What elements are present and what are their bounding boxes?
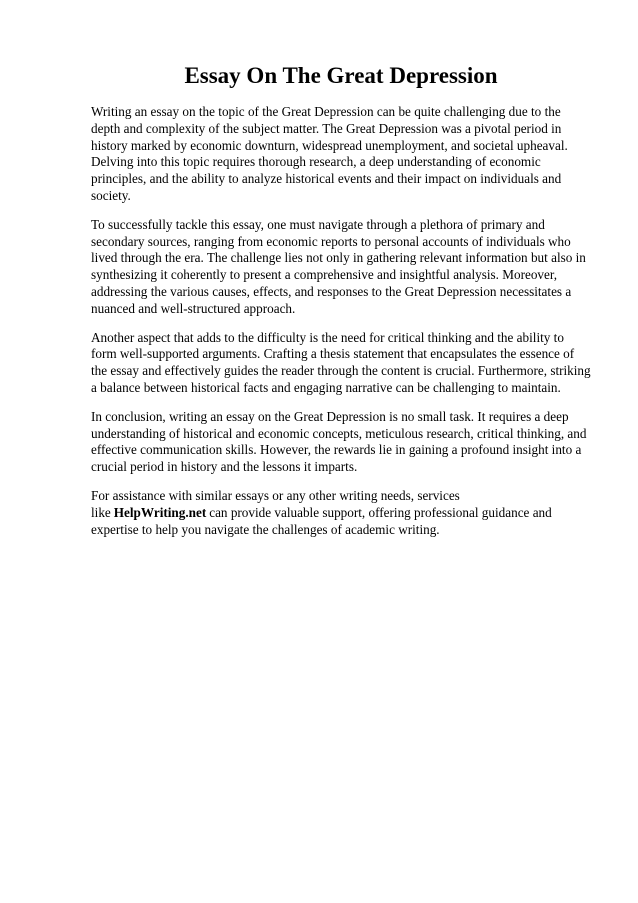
paragraph-sources: To successfully tackle this essay, one must navigate through a plethora of primary and secondary sources, ranging from economic reports to personal accounts of individuals who lived through the era. The challenge lies not only in gathering relevant information but also in synthesizing it coherently to present a comprehensive and insightful analysis. Moreover, addressing the various causes, effects, and responses to the Great Depression necessitates a nuanced and well-structured approach. — [91, 216, 586, 316]
essay-title: Essay On The Great Depression — [184, 63, 498, 88]
closing-text-after: can provide valuable support, offering professional guidance and expertise to help you navigate the challenges of academic writing. — [91, 504, 552, 537]
paragraph-closing — [91, 488, 591, 538]
paragraph-critical-thinking: Another aspect that adds to the difficulty is the need for critical thinking and the ability to form well-supported arguments. Crafting a thesis statement that encapsulates the essence of the essay and effectively guides the reader through the content is crucial. Furthermore, striking a balance between historical facts and engaging narrative can be challenging to maintain. — [91, 329, 591, 395]
paragraph-conclusion: In conclusion, writing an essay on the Great Depression is no small task. It requires a deep understanding of historical and economic concepts, meticulous research, critical thinking, and effective communication skills. However, the rewards lie in gaining a profound insight into a crucial period in history and the lessons it imparts. — [91, 408, 587, 475]
paragraph-intro: Writing an essay on the topic of the Great Depression can be quite challenging due to the depth and complexity of the subject matter. The Great Depression was a pivotal period in history marked by economic downturn, widespread unemployment, and societal upheaval. Delving into this topic requires thorough research, a deep understanding of economic principles, and the ability to analyze historical events and their impact on individuals and society. — [91, 104, 568, 203]
helpwriting-link[interactable]: HelpWriting.net — [113, 504, 207, 520]
closing-text-before: For assistance with similar essays or any other writing needs, services like — [91, 487, 460, 520]
